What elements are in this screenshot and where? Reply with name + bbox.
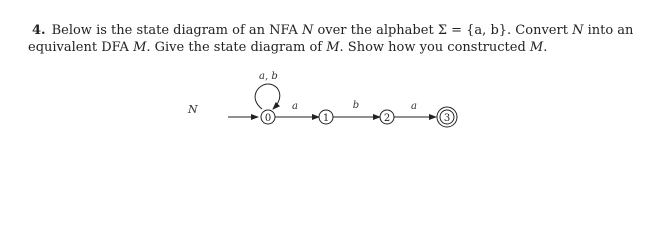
problem-text: Below is the state diagram of an NFA [51,23,302,38]
problem-number: 4. [32,23,46,38]
state-3-label: 3 [443,113,451,124]
problem-text: . Convert [507,23,573,38]
problem-text: over the alphabet [313,23,438,38]
dfa-symbol: M [133,40,147,55]
transition-2-3-label: a [411,101,417,112]
problem-text: . [543,40,548,55]
alphabet-expression: Σ = {a, b} [437,23,508,38]
problem-text: . Give the state diagram of [146,40,327,55]
transition-0-1-label: a [292,101,298,112]
self-loop-arrow [255,84,280,109]
dfa-symbol: M [529,40,544,55]
nfa-symbol: N [301,23,314,38]
state-0-label: 0 [264,113,272,124]
state-1-label: 1 [322,113,330,124]
transition-1-2-label: b [352,100,360,111]
nfa-symbol: N [572,23,584,38]
problem-text: . Show how you constructed [339,40,530,55]
self-loop-label: a, b [259,71,278,82]
problem-text: equivalent DFA [28,40,134,55]
problem-text: into an [583,23,634,38]
dfa-symbol: M [326,40,340,55]
state-2-label: 2 [383,113,391,124]
diagram-name-label: N [188,103,198,116]
